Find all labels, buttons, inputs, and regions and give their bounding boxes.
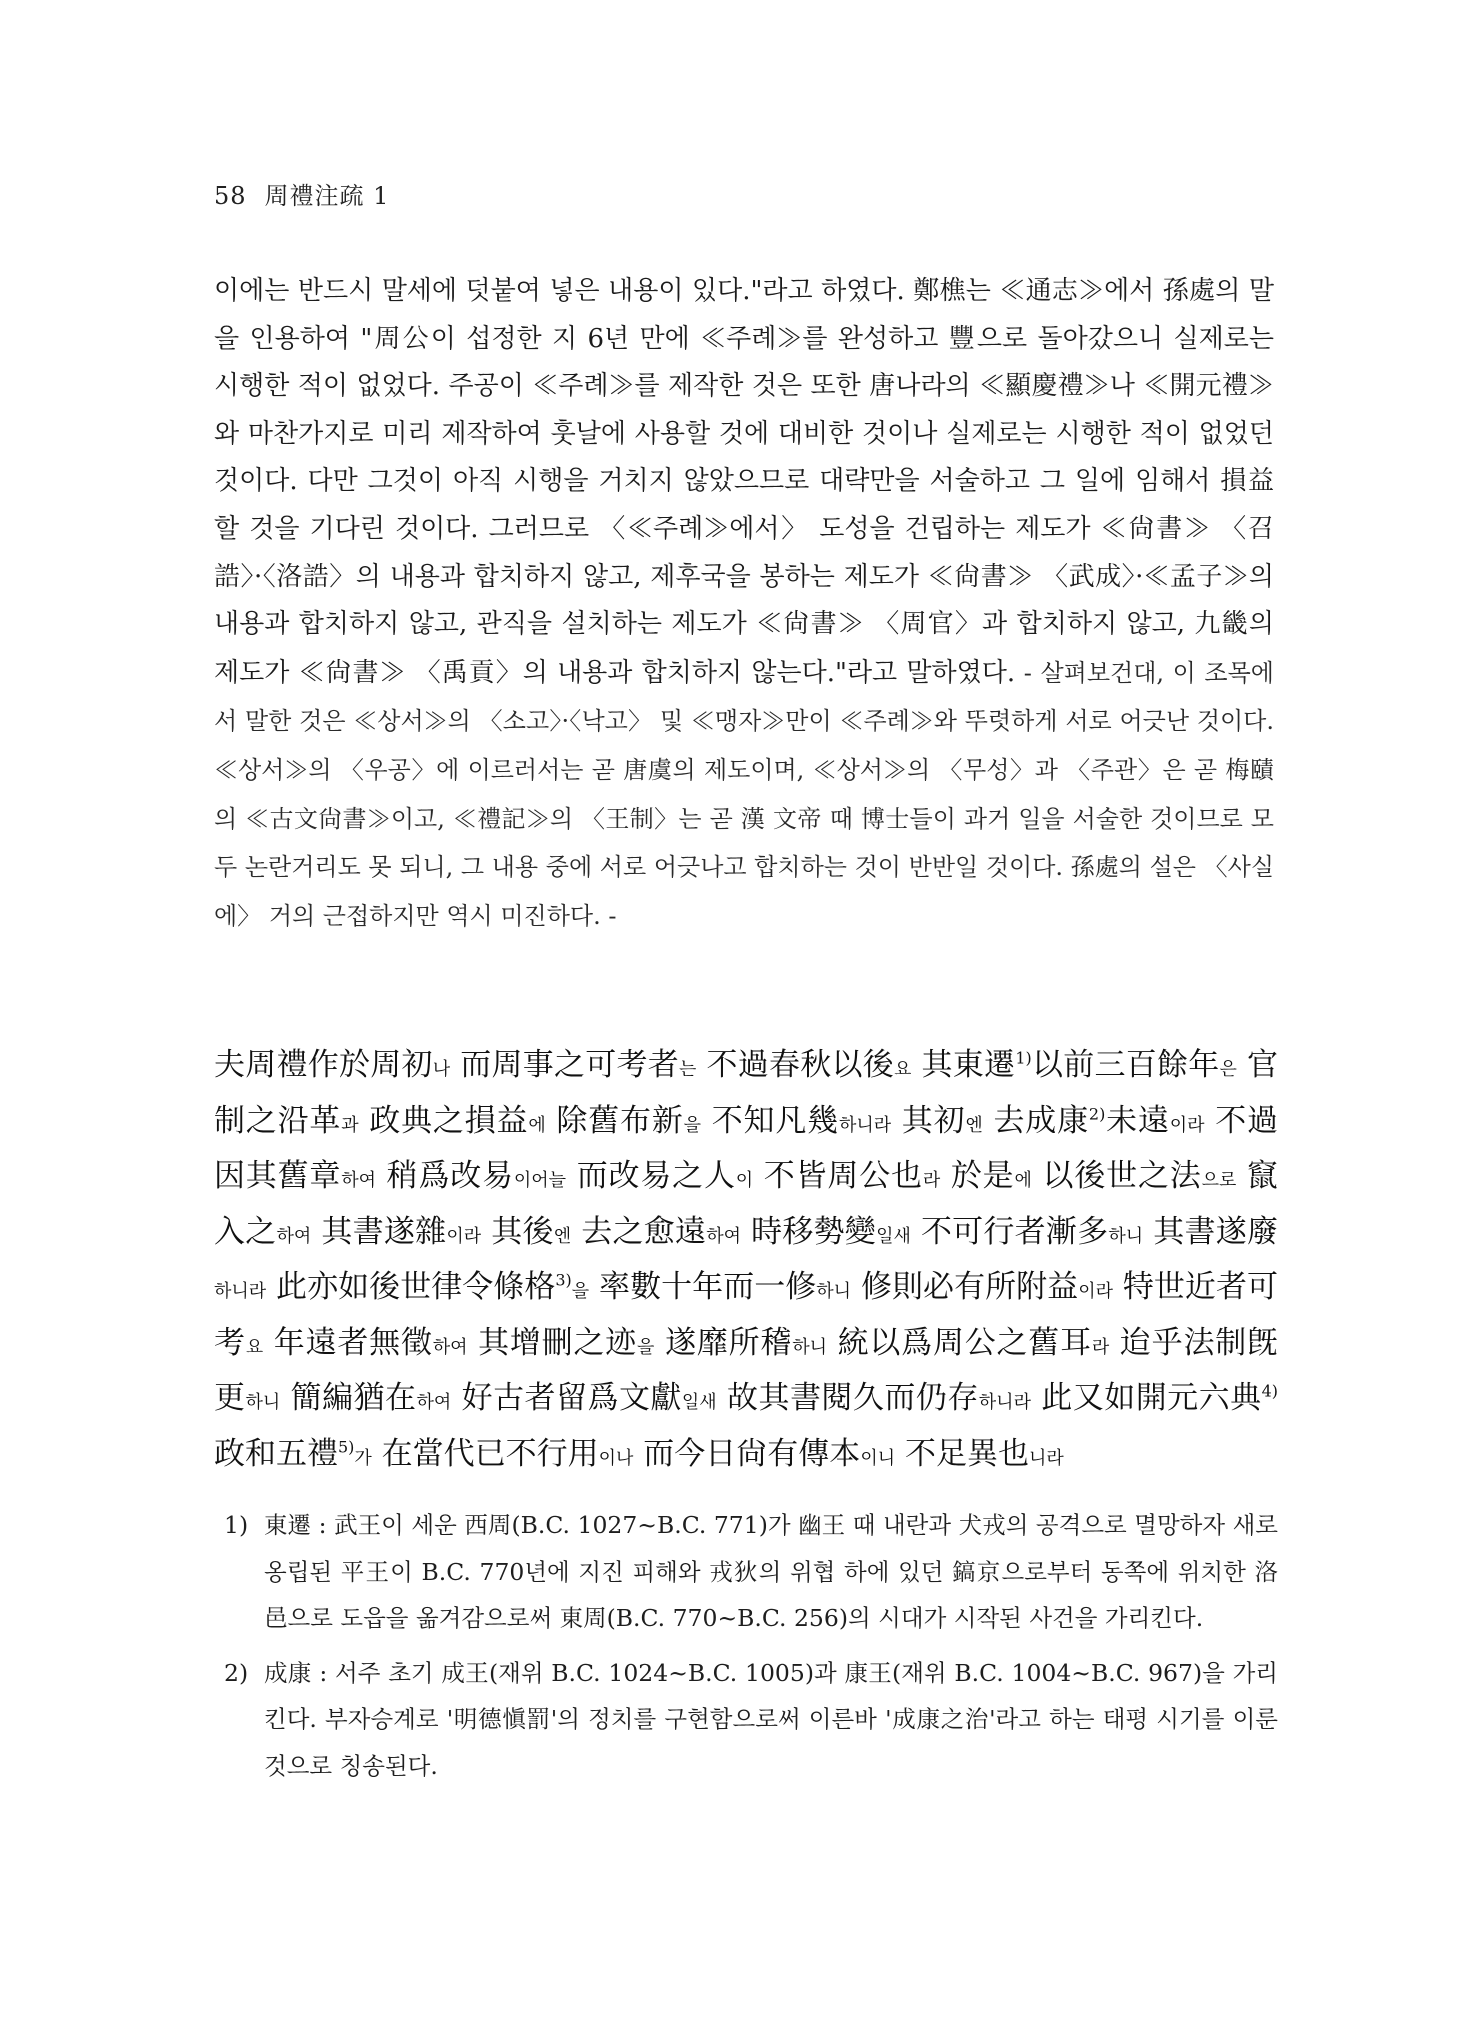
footnotes-section bbox=[224, 1502, 1278, 1797]
footnote-ref[interactable]: 3) bbox=[555, 1270, 572, 1290]
hanja-phrase: 故其書閱久而仍存 bbox=[716, 1380, 979, 1416]
translation-paragraph bbox=[214, 268, 1274, 940]
hangul-particle: 니라 bbox=[1028, 1447, 1064, 1469]
hangul-particle: 하여 bbox=[432, 1336, 468, 1358]
hangul-particle: 엔 bbox=[553, 1225, 572, 1247]
hanja-phrase: 年遠者無徵 bbox=[263, 1324, 433, 1361]
hanja-phrase: 竄入之 bbox=[214, 1158, 1279, 1250]
hangul-particle: 이니 bbox=[860, 1447, 896, 1469]
hanja-phrase: 不可行者漸多 bbox=[910, 1213, 1109, 1250]
hanja-phrase: 其初 bbox=[891, 1102, 966, 1139]
hangul-particle: 이 bbox=[735, 1170, 754, 1191]
hanja-phrase: 此亦如後世律令條格 bbox=[266, 1269, 556, 1305]
footnote-text: 成康 : 서주 초기 成王(재위 B.C. 1024~B.C. 1005)과 康王(재위 B.C. 1004~B.C. 967)을 가리킨다. 부자승계로 '明德愼罰'의 정치를 구현함으로써 이른바 '成康之治'라고 하는 태평 시기를 이룬 것으로 칭송된다. bbox=[264, 1658, 1278, 1780]
hangul-particle: 요 bbox=[894, 1059, 912, 1080]
hanja-phrase: 政和五禮 bbox=[214, 1435, 338, 1472]
hanja-phrase: 不知凡幾 bbox=[701, 1102, 839, 1139]
hanja-phrase: 不皆周公也 bbox=[753, 1158, 923, 1194]
hanja-phrase: 簡編猶在 bbox=[280, 1380, 417, 1416]
editor-note: - 살펴보건대, 이 조목에서 말한 것은 ≪상서≫의 〈소고〉·〈낙고〉 및 ≪맹자≫만이 ≪주례≫와 뚜렷하게 서로 어긋난 것이다. ≪상서≫의 〈우공〉에 이르러서는 곧 唐虞의 제도이며, ≪상서≫의 〈무성〉과 〈주관〉은 곧 梅賾의 ≪古文尙書≫이고, ≪禮記≫의 〈王制〉는 곧 漢 文帝 때 博士들이 과거 일을 서술한 것이므로 모두 논란거리도 못 되니, 그 내용 중에 서로 어긋나고 합치하는 것이 반반일 것이다. 孫處의 설은 〈사실에〉 거의 근접하지만 역시 미진하다. - bbox=[214, 658, 1274, 930]
hanja-phrase: 其增刪之迹 bbox=[467, 1324, 638, 1361]
footnote-mark: 2) bbox=[224, 1658, 249, 1687]
hanja-phrase: 未遠 bbox=[1105, 1102, 1170, 1139]
hangul-particle: 하여 bbox=[341, 1170, 376, 1191]
hangul-particle: 요 bbox=[245, 1336, 264, 1358]
hangul-particle: 을 bbox=[683, 1114, 702, 1136]
hanja-phrase: 迨乎法制旣更 bbox=[214, 1324, 1279, 1416]
footnote-ref[interactable]: 1) bbox=[1015, 1048, 1032, 1068]
hanja-phrase: 其書遂廢 bbox=[1143, 1213, 1279, 1250]
hanja-phrase: 而周事之可考者 bbox=[450, 1047, 680, 1083]
hanja-phrase: 於是 bbox=[940, 1158, 1015, 1194]
hangul-particle: 하니라 bbox=[978, 1392, 1031, 1413]
hangul-particle: 과 bbox=[341, 1114, 359, 1136]
hanja-phrase: 官制之沿革 bbox=[214, 1047, 1278, 1139]
hanja-phrase: 政典之損益 bbox=[358, 1102, 529, 1139]
hangul-particle: 라 bbox=[922, 1170, 941, 1191]
hanja-phrase: 不過春秋以後 bbox=[696, 1047, 895, 1083]
book-title: 周禮注疏 1 bbox=[264, 182, 390, 210]
hangul-particle: 라 bbox=[1091, 1336, 1110, 1358]
classical-text-section bbox=[214, 1040, 1278, 1484]
footnote-ref[interactable]: 4) bbox=[1261, 1381, 1279, 1401]
hangul-particle: 는 bbox=[679, 1059, 697, 1080]
hangul-particle: 하니라 bbox=[838, 1114, 892, 1136]
hangul-particle: 이나 bbox=[598, 1447, 634, 1469]
hangul-particle: 일새 bbox=[876, 1225, 911, 1247]
hanja-phrase: 此又如開元六典 bbox=[1030, 1380, 1262, 1416]
hanja-phrase: 在當代已不行用 bbox=[371, 1435, 599, 1472]
hangul-particle: 나 bbox=[432, 1059, 451, 1080]
hangul-particle: 이라 bbox=[446, 1225, 482, 1247]
hanja-phrase: 其書遂雜 bbox=[311, 1213, 447, 1250]
hangul-particle: 은 bbox=[1219, 1059, 1237, 1080]
footnote-item bbox=[224, 1650, 1278, 1790]
hanja-phrase: 其東遷 bbox=[911, 1047, 1016, 1083]
hangul-particle: 엔 bbox=[965, 1114, 983, 1136]
page-number: 58 bbox=[214, 182, 247, 210]
footnote-ref[interactable]: 5) bbox=[338, 1437, 355, 1457]
hangul-particle: 하니라 bbox=[214, 1281, 267, 1302]
hanja-phrase: 去成康 bbox=[982, 1102, 1089, 1139]
hanja-phrase: 特世近者可考 bbox=[214, 1269, 1279, 1361]
hanja-phrase: 修則必有所附益 bbox=[851, 1269, 1079, 1305]
hanja-phrase: 而今日尙有傳本 bbox=[633, 1435, 861, 1472]
hangul-particle: 하여 bbox=[416, 1392, 452, 1413]
hanja-phrase: 去之愈遠 bbox=[571, 1213, 707, 1250]
hangul-particle: 을 bbox=[571, 1281, 590, 1302]
hangul-particle: 하니 bbox=[1108, 1225, 1144, 1247]
hangul-particle: 가 bbox=[354, 1447, 372, 1469]
hanja-phrase: 統以爲周公之舊耳 bbox=[826, 1324, 1092, 1361]
classical-paragraph bbox=[214, 1040, 1278, 1484]
footnote-item bbox=[224, 1502, 1278, 1642]
hanja-phrase: 除舊布新 bbox=[545, 1102, 684, 1139]
hangul-particle: 하여 bbox=[706, 1225, 741, 1247]
translation-section bbox=[214, 268, 1274, 940]
hangul-particle: 에 bbox=[528, 1114, 546, 1136]
footnote-text: 東遷 : 武王이 세운 西周(B.C. 1027~B.C. 771)가 幽王 때 내란과 犬戎의 공격으로 멸망하자 새로 옹립된 平王이 B.C. 770년에 지진 피해와 戎狄의 위협 하에 있던 鎬京으로부터 동쪽에 위치한 洛邑으로 도읍을 옮겨감으로써 東周(B.C. 770~B.C. 256)의 시대가 시작된 사건을 가리킨다. bbox=[264, 1511, 1278, 1632]
hanja-phrase: 而改易之人 bbox=[566, 1158, 736, 1194]
running-head bbox=[214, 176, 389, 211]
hangul-particle: 하니 bbox=[245, 1392, 281, 1413]
hanja-phrase: 稍爲改易 bbox=[376, 1158, 514, 1194]
hanja-phrase: 遂靡所稽 bbox=[654, 1324, 793, 1361]
translation-main-text: 이에는 반드시 말세에 덧붙여 넣은 내용이 있다."라고 하였다. 鄭樵는 ≪通志≫에서 孫處의 말을 인용하여 "周公이 섭정한 지 6년 만에 ≪주례≫를 완성하고 豐으로 돌아갔으니 실제로는 시행한 적이 없었다. 주공이 ≪주례≫를 제작한 것은 또한 唐나라의 ≪顯慶禮≫나 ≪開元禮≫와 마찬가지로 미리 제작하여 훗날에 사용할 것에 대비한 것이나 실제로는 시행한 적이 없었던 것이다. 다만 그것이 아직 시행을 거치지 않았으므로 대략만을 서술하고 그 일에 임해서 損益할 것을 기다린 것이다. 그러므로 〈≪주례≫에서〉 도성을 건립하는 제도가 ≪尙書≫ 〈召誥〉·〈洛誥〉의 내용과 합치하지 않고, 제후국을 봉하는 제도가 ≪尙書≫ 〈武成〉·≪孟子≫의 내용과 합치하지 않고, 관직을 설치하는 제도가 ≪尙書≫ 〈周官〉과 합치하지 않고, 九畿의 제도가 ≪尙書≫ 〈禹貢〉의 내용과 합치하지 않는다."라고 말하였다. bbox=[214, 276, 1274, 688]
hangul-particle: 을 bbox=[637, 1336, 655, 1358]
hangul-particle: 하니 bbox=[792, 1336, 827, 1358]
hanja-phrase: 好古者留爲文獻 bbox=[451, 1380, 682, 1416]
hangul-particle: 이라 bbox=[1169, 1114, 1205, 1136]
footnote-ref[interactable]: 2) bbox=[1088, 1104, 1106, 1124]
hangul-particle: 이라 bbox=[1078, 1281, 1113, 1302]
hangul-particle: 하니 bbox=[816, 1281, 852, 1302]
hanja-phrase: 夫周禮作於周初 bbox=[214, 1047, 433, 1083]
hanja-phrase: 不足異也 bbox=[895, 1435, 1029, 1472]
hangul-particle: 이어늘 bbox=[513, 1170, 567, 1191]
hangul-particle: 에 bbox=[1014, 1170, 1032, 1191]
hanja-phrase: 其後 bbox=[481, 1213, 554, 1250]
hangul-particle: 하여 bbox=[276, 1225, 312, 1247]
hanja-phrase: 率數十年而一修 bbox=[589, 1269, 817, 1305]
footnote-mark: 1) bbox=[224, 1511, 249, 1539]
hanja-phrase: 不過因其舊章 bbox=[214, 1102, 1279, 1194]
hanja-phrase: 時移勢變 bbox=[740, 1213, 877, 1250]
hanja-phrase: 以後世之法 bbox=[1031, 1158, 1202, 1194]
hanja-phrase: 以前三百餘年 bbox=[1031, 1047, 1220, 1083]
hangul-particle: 으로 bbox=[1201, 1170, 1237, 1191]
hangul-particle: 일새 bbox=[681, 1392, 717, 1413]
